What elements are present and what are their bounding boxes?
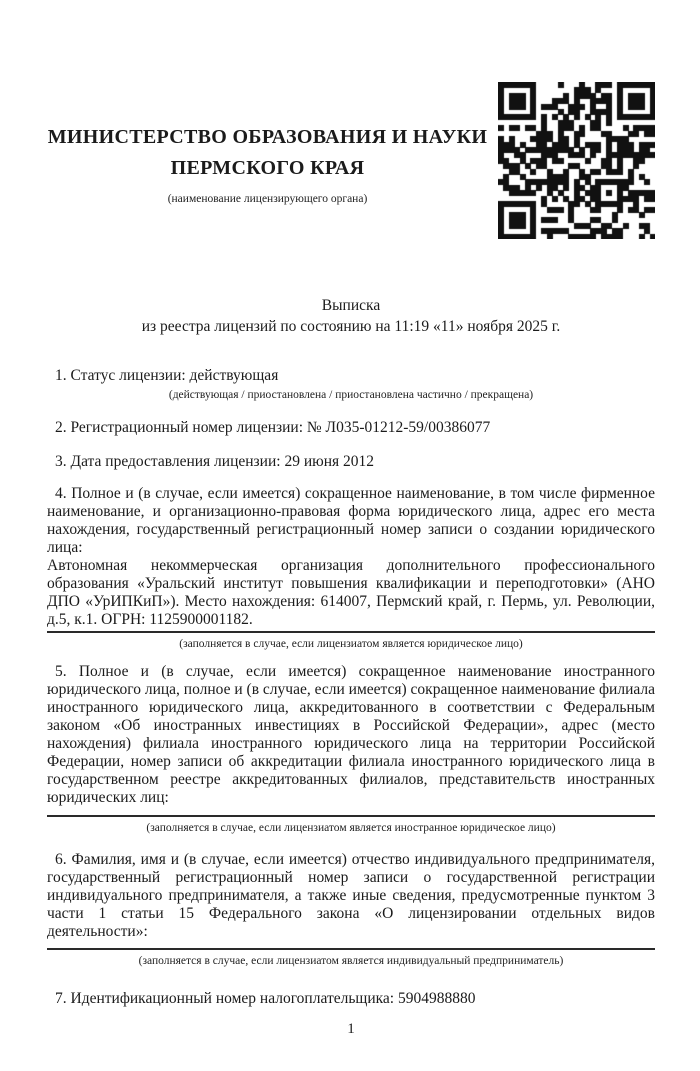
qr-code-container	[498, 82, 655, 239]
legal-entity-value: Автономная некоммерческая организация дополнительного профессионального образования «Уральский институт повышения квалификации и переподготовки» (АНО ДПО «УрИПКиП»). Место нахождения: 614007, Пермский край, г. Пермь, ул. Революции, д.5, к.1. ОГРН: 1125900001182.	[47, 556, 655, 628]
item-registration-number	[47, 419, 655, 438]
legal-entity-caption: (заполняется в случае, если лицензиатом является юридическое лицо)	[179, 637, 523, 650]
license-extract-document	[0, 82, 700, 1071]
individual-entrepreneur-prompt: 6. Фамилия, имя и (в случае, если имеется) отчество индивидуального предпринимателя, государственный регистрационный номер записи о государственной регистрации индивидуального предпринимателя, а также иные сведения, предусмотренные пунктом 3 части 1 статьи 15 Федерального закона «О лицензировании отдельных видов деятельности»:	[47, 850, 655, 940]
legal-entity-prompt: 4. Полное и (в случае, если имеется) сокращенное наименование, в том числе фирменное наименование, и организационно-правовая форма юридического лица, адрес его места нахождения, государственный регистрационный номер записи о создании юридического лица:	[47, 484, 655, 556]
document-title-line1: Выписка	[321, 297, 381, 314]
document-title	[47, 295, 655, 337]
item-license-status	[47, 367, 655, 402]
item-individual-entrepreneur	[47, 851, 655, 968]
individual-entrepreneur-separator	[47, 948, 655, 950]
ministry-name-line2: ПЕРМСКОГО КРАЯ	[170, 157, 365, 179]
taxpayer-number-text: 7. Идентификационный номер налогоплательщика: 5904988880	[55, 989, 476, 1007]
page-number: 1	[347, 1021, 355, 1037]
foreign-entity-separator	[47, 815, 655, 817]
document-title-line2: из реестра лицензий по состоянию на 11:19 «11» ноября 2025 г.	[141, 318, 561, 335]
individual-entrepreneur-caption: (заполняется в случае, если лицензиатом является индивидуальный предприниматель)	[138, 954, 564, 967]
license-status-options-caption: (действующая / приостановлена / приостановлена частично / прекращена)	[168, 388, 534, 401]
item-foreign-entity	[47, 663, 655, 835]
item-legal-entity	[47, 485, 655, 651]
foreign-entity-caption: (заполняется в случае, если лицензиатом является иностранное юридическое лицо)	[146, 821, 556, 834]
ministry-name-caption: (наименование лицензирующего органа)	[167, 193, 368, 205]
item-taxpayer-number	[47, 990, 655, 1009]
license-date-text: 3. Дата предоставления лицензии: 29 июня 2012	[55, 453, 374, 470]
foreign-entity-prompt: 5. Полное и (в случае, если имеется) сокращенное наименование иностранного юридического лица, полное и (в случае, если имеется) сокращенное наименование филиала иностранного юридического лица, аккредитованного в соответствии с Федеральным законом «Об иностранных инвестициях в Российской Федерации», адрес (место нахождения) филиала иностранного юридического лица на территории Российской Федерации, номер записи об аккредитации филиала иностранного юридического лица в государственном реестре аккредитованных филиалов, представительств иностранных юридических лиц:	[47, 662, 655, 806]
document-header	[47, 82, 655, 239]
item-license-date	[47, 453, 655, 472]
licensing-authority-block	[47, 82, 498, 206]
legal-entity-separator	[47, 631, 655, 633]
qr-code-icon	[498, 82, 655, 239]
ministry-name-line1: МИНИСТЕРСТВО ОБРАЗОВАНИЯ И НАУКИ	[47, 126, 488, 148]
registration-number-text: 2. Регистрационный номер лицензии: № Л035-01212-59/00386077	[55, 418, 491, 436]
license-status-text: 1. Статус лицензии: действующая	[55, 367, 279, 384]
